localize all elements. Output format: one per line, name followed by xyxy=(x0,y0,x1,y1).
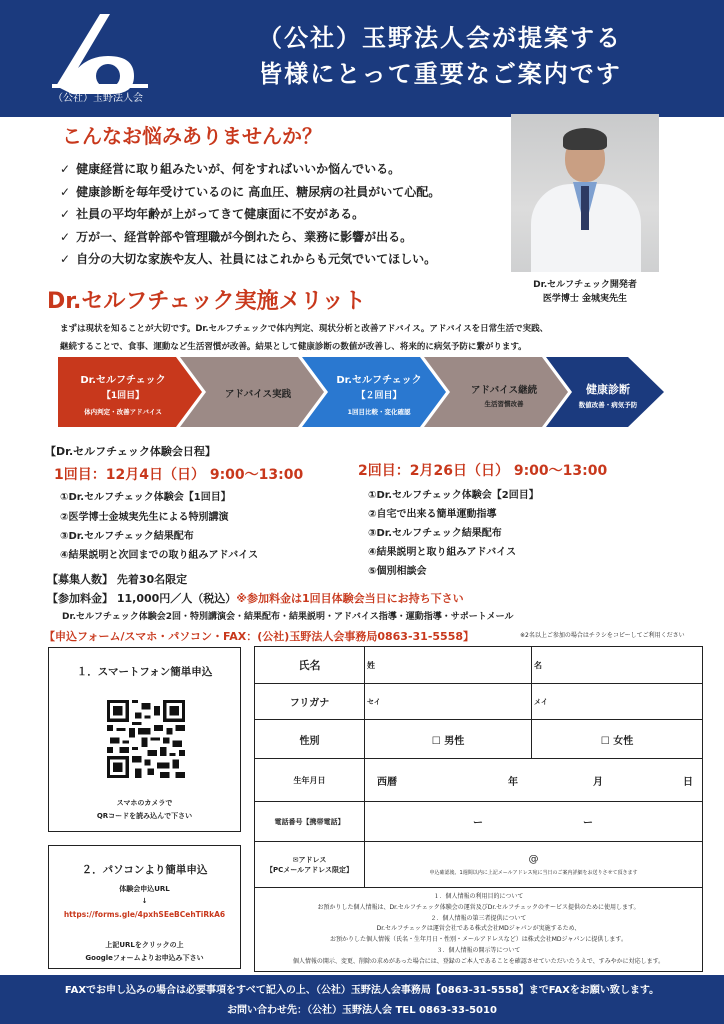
day-label: 日 xyxy=(683,776,693,788)
footer-contact-text: お問い合わせ先：（公社）玉野法人会 TEL 0863-33-5010 xyxy=(227,1005,497,1016)
logo-caption: （公社）玉野法人会 xyxy=(53,93,143,104)
round1-item: ③Dr.セルフチェック結果配布 xyxy=(60,531,194,542)
arrow-down-icon: ↓ xyxy=(141,897,148,905)
footer-fax-text: FAXでお申し込みの場合は必要事項をすべて記入の上、（公社）玉野法人会事務局【0863-31-5558】までFAXをお願い致します。 xyxy=(64,985,660,996)
flow-step4-desc: 生活習慣改善 xyxy=(484,400,524,408)
round2-item: ③Dr.セルフチェック結果配布 xyxy=(368,528,502,539)
mail-icon-label: ✉アドレス xyxy=(292,855,327,864)
email-field[interactable] xyxy=(365,842,702,887)
email-label xyxy=(255,842,365,887)
round2-item: ②自宅で出来る簡単運動指導 xyxy=(368,509,497,520)
quota-text: 【募集人数】 先着30名限定 xyxy=(47,573,188,586)
form-row-birth xyxy=(255,759,702,802)
merit-text-1: まずは現状を知ることが大切です。Dr.セルフチェックで体内判定、現状分析と改善アドバイス。アドバイスを日常生活で実践、 xyxy=(60,324,549,334)
first-name-field[interactable] xyxy=(532,647,702,683)
round1-item: ①Dr.セルフチェック体験会【1回目】 xyxy=(60,492,231,503)
flow-step1-title: Dr.セルフチェック xyxy=(80,375,166,386)
apply-note: ※2名以上ご参加の場合はチラシをコピーしてご利用ください xyxy=(520,632,685,639)
smartphone-apply-text-2: QRコードを読み込んで下さい xyxy=(96,812,193,820)
fee-detail: Dr.セルフチェック体験会2回・特別講演会・結果配布・結果説明・アドバイス指導・運動指導・サポートメール xyxy=(62,612,514,622)
check-icon: ✓ xyxy=(60,184,71,199)
privacy-line: １．個人情報の利用目的について xyxy=(433,893,524,900)
worries-list xyxy=(60,160,500,273)
list-item xyxy=(60,205,500,228)
last-name-kana-label: セイ xyxy=(367,697,381,706)
worry-text: 健康経営に取り組みたいが、何をすればいいか悩んでいる。 xyxy=(76,162,401,176)
last-name-kana-field[interactable] xyxy=(365,684,532,719)
flow-step1-sub: 【1回目】 xyxy=(101,391,145,401)
flow-step5-desc: 数値改善・病気予防 xyxy=(578,401,638,409)
apply-title: 【申込フォーム/スマホ・パソコン・FAX：(公社)玉野法人会事務局0863-31-5558】 xyxy=(44,630,474,643)
email-label-note: 【PCメールアドレス限定】 xyxy=(266,865,353,874)
smartphone-apply-box xyxy=(48,647,241,832)
round2-item: ⑤個別相談会 xyxy=(368,566,427,577)
email-note: 申込確認後、1週間以内に上記メールアドレス宛に当日のご案内詳細をお送りさせて頂きます xyxy=(429,869,638,876)
first-name-kana-label: メイ xyxy=(534,697,548,706)
last-name-label: 姓 xyxy=(367,661,375,670)
round2-item: ①Dr.セルフチェック体験会【2回目】 xyxy=(368,490,539,501)
fee-text: 【参加料金】 11,000円／人（税込） xyxy=(47,592,237,605)
round2-title: 2回目：2月26日（日） 9:00～13:00 xyxy=(358,463,608,479)
year-label: 年 xyxy=(508,776,518,788)
phone-label: 電話番号【携帯電話】 xyxy=(255,802,365,841)
birth-date-field[interactable] xyxy=(365,759,702,801)
form-row-kana xyxy=(255,684,702,720)
list-item xyxy=(60,228,500,251)
male-checkbox[interactable]: ☐ 男性 xyxy=(365,720,532,758)
fee-line xyxy=(47,590,464,606)
form-row-gender xyxy=(255,720,702,759)
pc-apply-box xyxy=(48,845,241,969)
pc-apply-text-2: 上記URLをクリックの上 xyxy=(105,941,184,949)
gender-label: 性別 xyxy=(255,720,365,758)
qr-code[interactable] xyxy=(107,700,185,778)
flow-step5-title: 健康診断 xyxy=(586,383,630,396)
schedule-title: 【Dr.セルフチェック体験会日程】 xyxy=(45,445,216,458)
flow-step3-desc: 1回目比較・変化確認 xyxy=(347,408,411,416)
privacy-policy xyxy=(255,892,702,968)
list-item xyxy=(60,183,500,206)
pc-apply-title: ２．パソコンより簡単申込 xyxy=(81,864,208,876)
fee-note: ※参加料金は1回目体験会当日にお持ち下さい xyxy=(236,592,464,605)
round2-item: ④結果説明と取り組みアドバイス xyxy=(368,547,517,558)
smartphone-apply-text-1: スマホのカメラで xyxy=(116,799,173,807)
kana-label: フリガナ xyxy=(255,684,365,719)
at-sign: @ xyxy=(528,853,539,865)
privacy-line: お預かりした個人情報（氏名・生年月日・性別・メールアドレスなど）は株式会社MDジャパンに提供します。 xyxy=(330,936,627,944)
female-checkbox[interactable]: ☐ 女性 xyxy=(600,735,634,747)
header-line-1: （公社）玉野法人会が提案する xyxy=(258,24,622,52)
privacy-line: ２．個人情報の第三者提供について xyxy=(430,914,527,922)
doctor-caption-name: 医学博士 金城実先生 xyxy=(542,294,628,304)
flow-step3-sub: 【２回目】 xyxy=(356,391,402,401)
privacy-line: ３．個人情報の開示等について xyxy=(436,946,521,954)
flow-step3-title: Dr.セルフチェック xyxy=(336,375,422,386)
worries-title: こんなお悩みありませんか？ xyxy=(62,124,322,148)
worry-text: 自分の大切な家族や友人、社員にはこれからも元気でいてほしい。 xyxy=(76,252,437,266)
merit-text-2: 継続することで、食事、運動など生活習慣が改善。結果として健康診断の数値が改善し、将来的に病気予防に繋がります。 xyxy=(60,342,527,352)
first-name-kana-field[interactable] xyxy=(532,684,702,719)
check-icon: ✓ xyxy=(60,252,71,266)
round1-item: ④結果説明と次回までの取り組みアドバイス xyxy=(60,550,259,561)
form-row-phone xyxy=(255,802,702,842)
flow-step1-desc: 体内判定・改善アドバイス xyxy=(84,408,162,416)
phone-dash-2: ー xyxy=(583,818,593,829)
round1-title: 1回目：12月4日（日） 9:00～13:00 xyxy=(54,467,304,483)
check-icon: ✓ xyxy=(60,207,71,221)
smartphone-apply-title: １．スマートフォン簡単申込 xyxy=(76,666,213,678)
round1-item: ②医学博士金城実先生による特別講演 xyxy=(60,512,229,523)
first-name-label: 名 xyxy=(534,661,542,670)
form-row-email xyxy=(255,842,702,888)
phone-dash-1: ー xyxy=(473,818,483,829)
doctor-caption-role: Dr.セルフチェック開発者 xyxy=(533,280,637,290)
name-label: 氏名 xyxy=(255,647,365,683)
worry-text: 万が一、経営幹部や管理職が今倒れたら、業務に影響が出る。 xyxy=(76,229,413,244)
process-flow xyxy=(58,357,664,427)
era-label: 西暦 xyxy=(377,776,397,788)
privacy-line: Dr.セルフチェックは運営会社である株式会社MDジャパンが実施するため、 xyxy=(376,925,581,933)
header-line-2: 皆様にとって重要なご案内です xyxy=(258,60,622,88)
flow-step4-title: アドバイス継続 xyxy=(470,385,538,396)
list-item xyxy=(60,250,500,273)
last-name-field[interactable] xyxy=(365,647,532,683)
application-form xyxy=(254,646,703,972)
check-icon: ✓ xyxy=(60,229,71,244)
worry-text: 社員の平均年齢が上がってきて健康面に不安がある。 xyxy=(76,207,365,221)
birth-label: 生年月日 xyxy=(255,759,365,801)
flow-step2-title: アドバイス実践 xyxy=(224,389,292,400)
worry-text: 健康診断を毎年受けているのに 高血圧、糖尿病の社員がいて心配。 xyxy=(76,184,441,199)
pc-apply-text-1: 体験会申込URL xyxy=(119,885,170,893)
merit-title: Dr.セルフチェック実施メリット xyxy=(47,289,366,314)
form-row-name xyxy=(255,647,702,684)
apply-url-link[interactable]: https://forms.gle/4pxhSEeBCehTiRkA6 xyxy=(63,910,226,919)
doctor-photo xyxy=(511,114,659,272)
privacy-line: 個人情報の開示、変更、削除の求めがあった場合には、登録のご本人であることを確認させていただいたうえで、すみやかに対応します。 xyxy=(292,957,665,965)
pc-apply-text-3: Googleフォームよりお申込み下さい xyxy=(85,954,204,962)
check-icon: ✓ xyxy=(60,162,71,176)
phone-field[interactable] xyxy=(365,802,702,841)
privacy-line: お預かりした個人情報は、Dr.セルフチェック体験会の運営及びDr.セルフチェックのサービス提供のために使用します。 xyxy=(317,903,640,911)
list-item xyxy=(60,160,500,183)
month-label: 月 xyxy=(593,776,603,788)
